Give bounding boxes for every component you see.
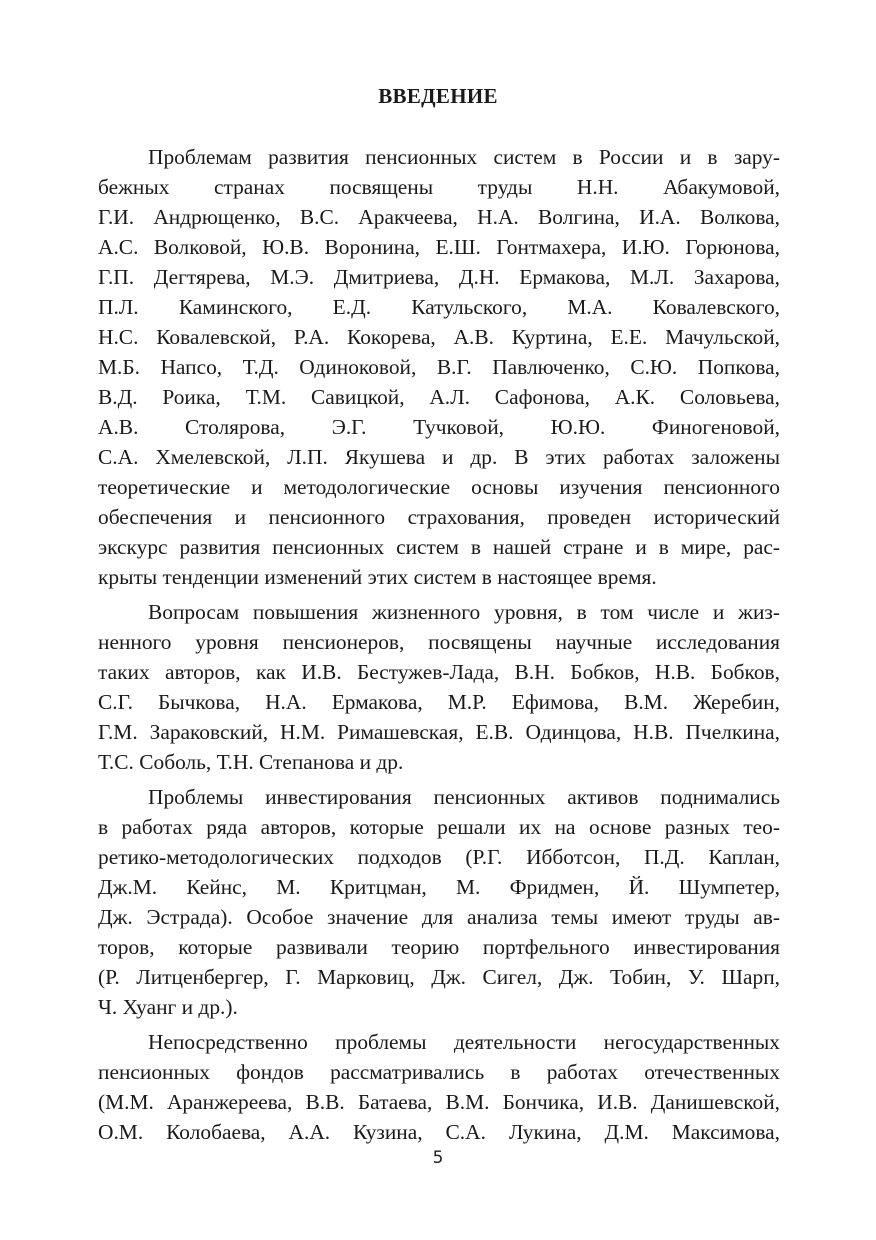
text-line: экскурс развития пенсионных систем в нашей стране и в мире, рас-	[98, 535, 780, 559]
text-line: Г.П. Дегтярева, М.Э. Дмитриева, Д.Н. Ермакова, М.Л. Захарова,	[98, 265, 780, 289]
text-line: С.А. Хмелевской, Л.П. Якушева и др. В этих работах заложены	[98, 445, 780, 469]
text-line: теоретические и методологические основы изучения пенсионного	[98, 475, 780, 499]
paragraph	[98, 597, 780, 777]
text-line: ненного уровня пенсионеров, посвящены научные исследования	[98, 630, 780, 654]
text-line: Г.И. Андрющенко, В.С. Аракчеева, Н.А. Волгина, И.А. Волкова,	[98, 205, 780, 229]
text-line: торов, которые развивали теорию портфельного инвестирования	[98, 935, 780, 959]
text-line: О.М. Колобаева, А.А. Кузина, С.А. Лукина, Д.М. Максимова,	[98, 1120, 780, 1144]
text-line: Т.С. Соболь, Т.Н. Степанова и др.	[98, 750, 404, 774]
text-line: Непосредственно проблемы деятельности негосударственных	[148, 1030, 780, 1054]
text-line: пенсионных фондов рассматривались в работах отечественных	[98, 1060, 780, 1084]
paragraph	[98, 1027, 780, 1147]
text-line: (М.М. Аранжереева, В.В. Батаева, В.М. Бончика, И.В. Данишевской,	[98, 1090, 780, 1114]
text-line: Проблемы инвестирования пенсионных активов поднимались	[148, 785, 780, 809]
text-line: Дж. Эстрада). Особое значение для анализа темы имеют труды ав-	[98, 905, 780, 929]
paragraph	[98, 782, 780, 1022]
body-text	[98, 142, 780, 1147]
text-line: обеспечения и пенсионного страхования, проведен исторический	[98, 505, 780, 529]
text-line: Ч. Хуанг и др.).	[98, 995, 238, 1019]
text-line: Дж.М. Кейнс, М. Критцман, М. Фридмен, Й. Шумпетер,	[98, 875, 780, 899]
text-line: в работах ряда авторов, которые решали их на основе разных тео-	[98, 815, 780, 839]
text-line: А.С. Волковой, Ю.В. Воронина, Е.Ш. Гонтмахера, И.Ю. Горюнова,	[98, 235, 780, 259]
text-line: крыты тенденции изменений этих систем в настоящее время.	[98, 565, 657, 589]
text-line: бежных странах посвящены труды Н.Н. Абакумовой,	[98, 175, 780, 199]
text-line: А.В. Столярова, Э.Г. Тучковой, Ю.Ю. Финогеновой,	[98, 415, 780, 439]
text-line: Проблемам развития пенсионных систем в России и в зару-	[148, 145, 780, 169]
text-line: Г.М. Зараковский, Н.М. Римашевская, Е.В. Одинцова, Н.В. Пчелкина,	[98, 720, 780, 744]
page-title: ВВЕДЕНИЕ	[378, 84, 498, 108]
text-line: Вопросам повышения жизненного уровня, в том числе и жиз-	[148, 600, 780, 624]
text-line: П.Л. Каминского, Е.Д. Катульского, М.А. Ковалевского,	[98, 295, 780, 319]
text-line: С.Г. Бычкова, Н.А. Ермакова, М.Р. Ефимова, В.М. Жеребин,	[98, 690, 780, 714]
page-number: 5	[432, 1148, 444, 1168]
text-line: В.Д. Роика, Т.М. Савицкой, А.Л. Сафонова, А.К. Соловьева,	[98, 385, 780, 409]
text-line: ретико-методологических подходов (Р.Г. Ибботсон, П.Д. Каплан,	[98, 845, 780, 869]
text-line: Н.С. Ковалевской, Р.А. Кокорева, А.В. Куртина, Е.Е. Мачульской,	[98, 325, 780, 349]
text-line: таких авторов, как И.В. Бестужев-Лада, В.Н. Бобков, Н.В. Бобков,	[98, 660, 780, 684]
paragraph	[98, 142, 780, 592]
text-line: М.Б. Напсо, Т.Д. Одиноковой, В.Г. Павлюченко, С.Ю. Попкова,	[98, 355, 780, 379]
text-line: (Р. Литценбергер, Г. Марковиц, Дж. Сигел, Дж. Тобин, У. Шарп,	[98, 965, 780, 989]
